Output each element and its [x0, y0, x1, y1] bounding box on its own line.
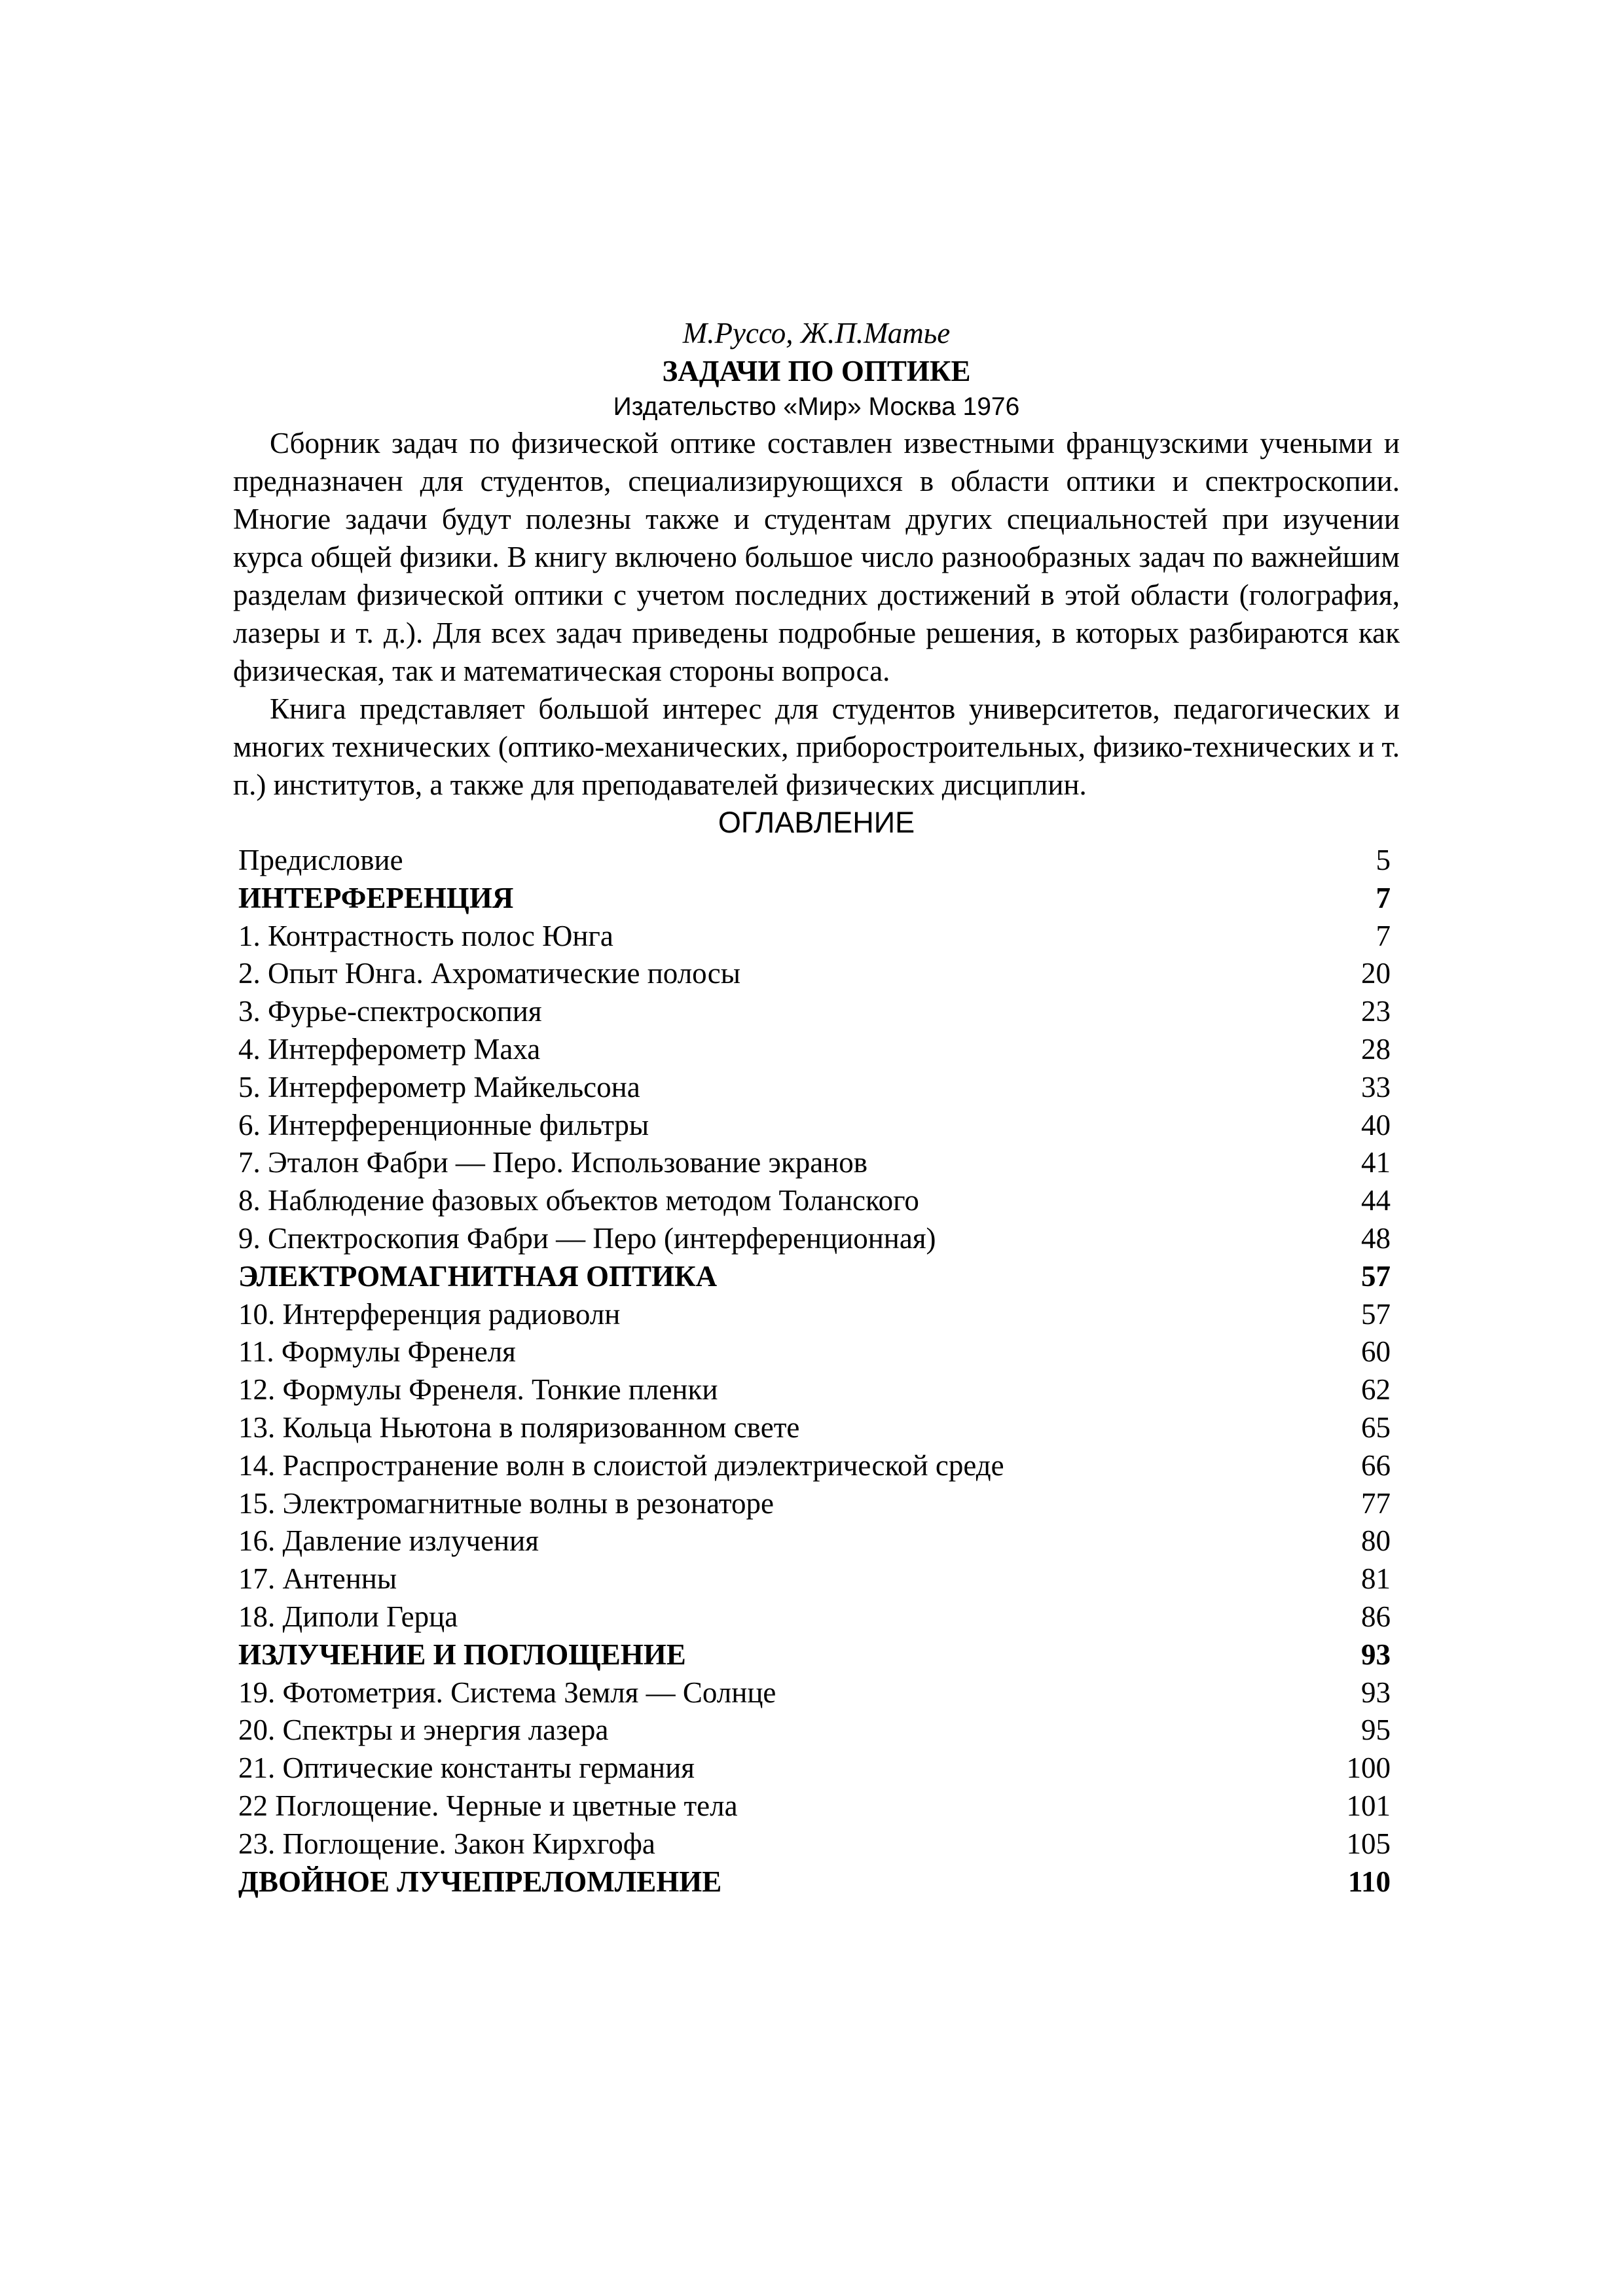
toc-page-number: 110 [1347, 1865, 1391, 1898]
toc-page-number: 93 [1361, 1676, 1391, 1709]
toc-page-number: 93 [1361, 1638, 1391, 1671]
toc-page-number: 23 [1361, 995, 1391, 1028]
toc-entry-row [238, 1598, 1391, 1636]
toc-page-number: 100 [1346, 1751, 1391, 1785]
toc-entry-title: 10. Интерференция радиоволн [238, 1297, 621, 1331]
toc-page-number: 86 [1361, 1600, 1391, 1633]
toc-heading: ОГЛАВЛЕНИЕ [718, 806, 915, 839]
toc-entry-title: 20. Спектры и энергия лазера [238, 1713, 609, 1747]
toc-entry-row [238, 1409, 1391, 1447]
publisher-line: Издательство «Мир» Москва 1976 [613, 393, 1020, 421]
toc-entry-title: 13. Кольца Ньютона в поляризованном свете [238, 1410, 800, 1444]
toc-entry-row [238, 1182, 1391, 1220]
toc-entry-title: 2. Опыт Юнга. Ахроматические полосы [238, 957, 740, 990]
toc-entry-title: 17. Антенны [238, 1562, 397, 1596]
toc-page-number: 7 [1376, 881, 1391, 914]
toc-page-number: 48 [1361, 1221, 1391, 1255]
toc-entry-title: 14. Распространение волн в слоистой диэлектрической среде [238, 1448, 1004, 1482]
toc-entry-title: 15. Электромагнитные волны в резонаторе [238, 1486, 774, 1520]
toc-page-number: 101 [1346, 1789, 1391, 1822]
toc-entry-title: 5. Интерферометр Майкельсона [238, 1070, 640, 1103]
toc-page-number: 5 [1376, 844, 1391, 876]
toc-entry-row [238, 1031, 1391, 1069]
toc-page-number: 44 [1361, 1184, 1391, 1217]
toc-entry-row [238, 1107, 1391, 1145]
toc-page-number: 80 [1361, 1524, 1391, 1558]
toc-page-number: 77 [1361, 1486, 1391, 1520]
toc-entry-row [238, 842, 1391, 880]
toc-entry-title: 16. Давление излучения [238, 1524, 539, 1558]
toc-page-number: 41 [1361, 1146, 1391, 1179]
toc-entry-row [238, 1712, 1391, 1749]
toc-entry-title: 3. Фурье-спектроскопия [238, 995, 542, 1028]
toc-section-title: ДВОЙНОЕ ЛУЧЕПРЕЛОМЛЕНИЕ [238, 1865, 722, 1898]
toc-page-number: 65 [1361, 1410, 1391, 1444]
toc-entry-title: 23. Поглощение. Закон Кирхгофа [238, 1827, 655, 1860]
toc-entry-title: 21. Оптические константы германия [238, 1751, 695, 1785]
toc-page-number: 66 [1361, 1448, 1391, 1482]
toc-page-number: 40 [1361, 1108, 1391, 1141]
toc-page-number: 57 [1361, 1297, 1391, 1331]
table-of-contents [238, 842, 1391, 1901]
toc-entry-title: 18. Диполи Герца [238, 1600, 458, 1633]
toc-entry-row [238, 1220, 1391, 1258]
toc-entry-title: 11. Формулы Френеля [238, 1335, 516, 1369]
toc-page-number: 81 [1361, 1562, 1391, 1596]
book-title: ЗАДАЧИ ПО ОПТИКЕ [662, 355, 971, 387]
toc-entry-row [238, 1333, 1391, 1371]
toc-entry-title: 7. Эталон Фабри — Перо. Использование экранов [238, 1146, 867, 1179]
toc-entry-row [238, 955, 1391, 993]
toc-section-row [238, 1863, 1391, 1901]
toc-page-number: 7 [1376, 919, 1391, 952]
toc-entry-title: 12. Формулы Френеля. Тонкие пленки [238, 1373, 718, 1407]
toc-page-number: 28 [1361, 1032, 1391, 1066]
toc-entry-row [238, 1674, 1391, 1712]
toc-entry-title: 4. Интерферометр Маха [238, 1032, 541, 1066]
abstract-paragraph-1: Сборник задач по физической оптике составлен известными французскими учеными и предназначен для студентов, специализирующихся в области оптики и спектроскопии. Многие задачи будут полезны также и студентам других специальностей при изучении курса общей физики. В книгу включено большое число разнообразных задач по важнейшим разделам физической оптики с учетом последних достижений в этой области (голография, лазеры и т. д.). Для всех задач приведены подробные решения, в которых разбираются как физическая, так и математическая стороны вопроса. [233, 427, 1400, 687]
toc-page-number: 33 [1361, 1070, 1391, 1103]
toc-entry-title: 8. Наблюдение фазовых объектов методом Толанского [238, 1184, 919, 1217]
toc-entry-title: 9. Спектроскопия Фабри — Перо (интерференционная) [238, 1221, 936, 1255]
toc-entry-row [238, 1447, 1391, 1485]
abstract [233, 424, 1400, 804]
toc-page-number: 20 [1361, 957, 1391, 990]
toc-section-title: ЭЛЕКТРОМАГНИТНАЯ ОПТИКА [238, 1259, 718, 1293]
toc-entry-row [238, 1560, 1391, 1598]
toc-entry-row [238, 1144, 1391, 1182]
toc-entry-title: 1. Контрастность полос Юнга [238, 919, 613, 952]
abstract-paragraph-2: Книга представляет большой интерес для студентов университетов, педагогических и многих технических (оптико-механических, приборостроительных, физико-технических и т. п.) институтов, а также для преподавателей физических дисциплин. [233, 692, 1400, 801]
toc-page-number: 105 [1346, 1827, 1391, 1860]
toc-entry-title: 22 Поглощение. Черные и цветные тела [238, 1789, 738, 1822]
toc-entry-row [238, 1296, 1391, 1334]
toc-entry-row [238, 993, 1391, 1031]
document-page [233, 314, 1400, 1901]
toc-entry-row [238, 1371, 1391, 1409]
toc-page-number: 60 [1361, 1335, 1391, 1369]
toc-entry-row [238, 1485, 1391, 1523]
authors: М.Руссо, Ж.П.Матье [682, 317, 951, 350]
toc-entry-title: 6. Интерференционные фильтры [238, 1108, 649, 1141]
toc-section-title: ИНТЕРФЕРЕНЦИЯ [238, 881, 514, 914]
toc-entry-row [238, 1522, 1391, 1560]
toc-entry-row [238, 1825, 1391, 1863]
toc-entry-row [238, 1069, 1391, 1107]
toc-page-number: 57 [1361, 1259, 1391, 1293]
toc-section-row [238, 880, 1391, 918]
toc-page-number: 62 [1361, 1373, 1391, 1407]
toc-section-title: ИЗЛУЧЕНИЕ И ПОГЛОЩЕНИЕ [238, 1638, 686, 1671]
toc-section-row [238, 1636, 1391, 1674]
toc-section-row [238, 1258, 1391, 1296]
toc-entry-title: 19. Фотометрия. Система Земля — Солнце [238, 1676, 776, 1709]
toc-entry-row [238, 1749, 1391, 1787]
toc-entry-row [238, 918, 1391, 956]
toc-entry-title: Предисловие [238, 844, 403, 876]
toc-entry-row [238, 1787, 1391, 1825]
toc-page-number: 95 [1361, 1713, 1391, 1747]
